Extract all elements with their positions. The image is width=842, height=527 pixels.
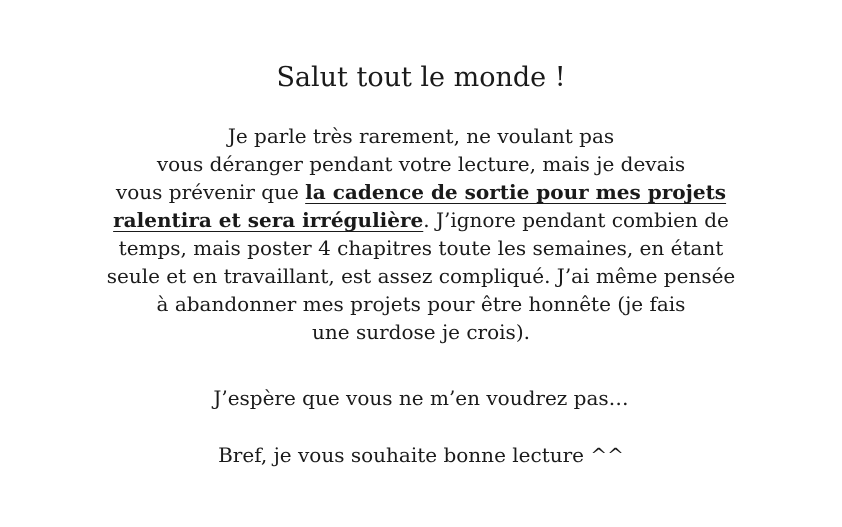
apology-paragraph: J’espère que vous ne m’en voudrez pas… <box>213 386 629 410</box>
note-title: Salut tout le monde ! <box>276 62 566 93</box>
closing-paragraph: Bref, je vous souhaite bonne lecture ^^ <box>218 443 624 467</box>
paragraph-line <box>0 178 842 206</box>
paragraph-line: Je parle très rarement, ne voulant pas <box>227 124 615 148</box>
paragraph-line: vous déranger pendant votre lecture, mais je devais <box>156 152 686 176</box>
text-run: vous prévenir que <box>115 180 306 204</box>
paragraph-line <box>0 206 842 234</box>
announcement-paragraph <box>0 122 842 346</box>
paragraph-line: à abandonner mes projets pour être honnête (je fais <box>156 292 686 316</box>
emphasized-text: ralentira et sera irrégulière <box>113 208 424 232</box>
text-run: . J’ignore pendant combien de <box>423 208 729 232</box>
paragraph-line: une surdose je crois). <box>312 320 530 344</box>
paragraph-line: seule et en travaillant, est assez compliqué. J’ai même pensée <box>106 264 736 288</box>
paragraph-line: temps, mais poster 4 chapitres toute les semaines, en étant <box>118 236 724 260</box>
emphasized-text: la cadence de sortie pour mes projets <box>305 180 727 204</box>
